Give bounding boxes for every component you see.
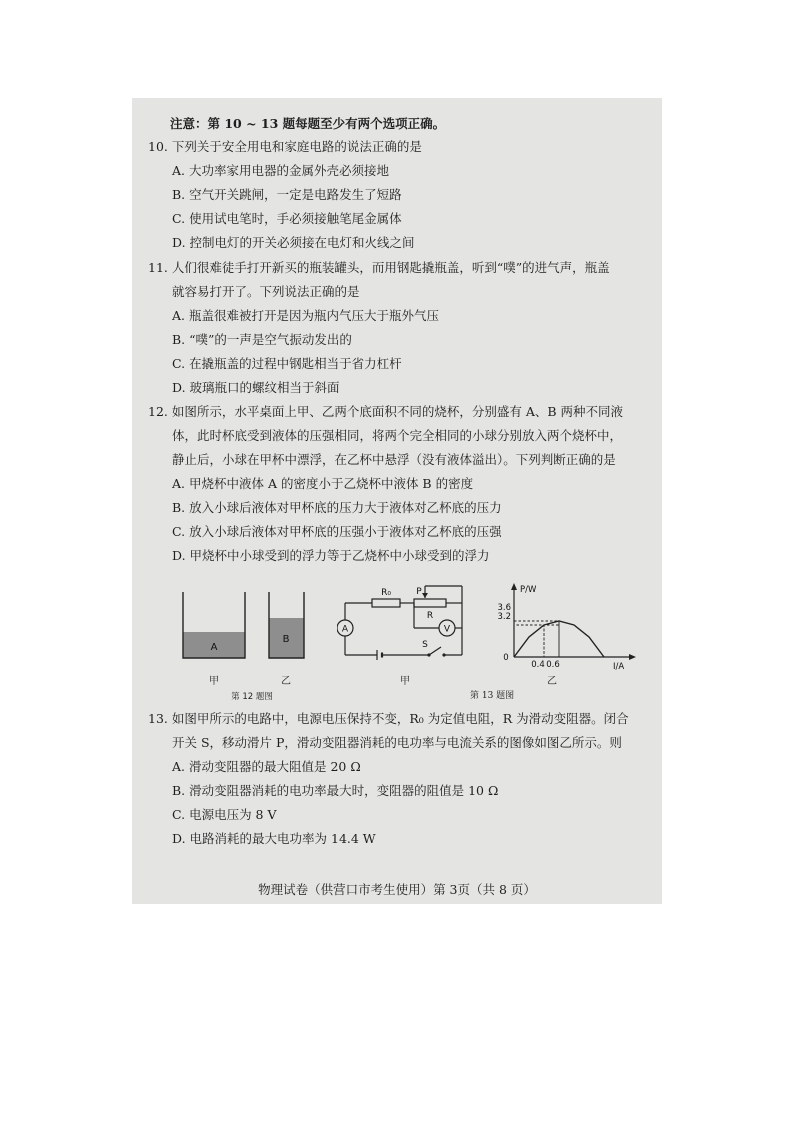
q10-option-a: A. 大功率家用电器的金属外壳必须接地 [172, 163, 389, 178]
fig12-caption: 第 12 题图 [231, 692, 273, 702]
slider-arrow [422, 593, 428, 598]
q13-stem-2: 开关 S，移动滑片 P，滑动变阻器消耗的电功率与电流关系的图像如图乙所示。则 [172, 735, 622, 750]
q12-option-d: D. 甲烧杯中小球受到的浮力等于乙烧杯中小球受到的浮力 [172, 548, 490, 563]
y-axis-arrow [511, 583, 517, 590]
beaker-b-label: B [282, 634, 290, 645]
graph-origin: 0 [503, 653, 509, 663]
tick-x-0.4: 0.4 [531, 660, 545, 670]
tick-y-3.6: 3.6 [497, 603, 511, 613]
fig13-circuit [337, 578, 477, 693]
q11-option-b: B. “噗”的一声是空气振动发出的 [172, 332, 352, 347]
fig12-beakers [177, 588, 322, 703]
q11-option-c: C. 在撬瓶盖的过程中钢匙相当于省力杠杆 [172, 356, 402, 371]
r0-label: R₀ [381, 588, 391, 598]
exam-page [132, 98, 662, 904]
dash-guides [514, 621, 559, 657]
q11-option-a: A. 瓶盖很难被打开是因为瓶内气压大于瓶外气压 [172, 308, 439, 323]
graph-ylabel: P/W [520, 585, 537, 595]
switch-label: S [422, 640, 428, 650]
r-label: R [426, 611, 434, 621]
q13-option-a: A. 滑动变阻器的最大阻值是 20 Ω [172, 759, 361, 774]
circuit-jia-label: 甲 [400, 676, 410, 687]
q13-stem-1: 13. 如图甲所示的电路中，电源电压保持不变，R₀ 为定值电阻，R 为滑动变阻器。闭合 [148, 711, 629, 726]
graph-yi-label: 乙 [547, 676, 557, 687]
q11-stem-1: 11. 人们很难徒手打开新买的瓶装罐头，而用钢匙撬瓶盖，听到“噗”的进气声，瓶盖 [148, 260, 610, 275]
q12-option-c: C. 放入小球后液体对甲杯底的压强小于液体对乙杯底的压强 [172, 524, 502, 539]
q12-stem-1: 12. 如图所示，水平桌面上甲、乙两个底面积不同的烧杯，分别盛有 A、B 两种不同液 [148, 404, 624, 419]
beaker-yi-label: 乙 [281, 676, 291, 687]
q13-option-b: B. 滑动变阻器消耗的电功率最大时，变阻器的阻值是 10 Ω [172, 783, 499, 798]
beaker-a-label: A [210, 642, 218, 653]
fig13-caption: 第 13 题图 [470, 691, 515, 701]
q13-option-d: D. 电路消耗的最大电功率为 14.4 W [172, 831, 376, 846]
q10-option-c: C. 使用试电笔时，手必须接触笔尾金属体 [172, 211, 402, 226]
q12-stem-3: 静止后，小球在甲杯中漂浮，在乙杯中悬浮（没有液体溢出）。下列判断正确的是 [172, 452, 616, 467]
tick-x-0.6: 0.6 [546, 660, 560, 670]
fig13-graph [482, 578, 642, 693]
q10-stem-1: 10. 下列关于安全用电和家庭电路的说法正确的是 [148, 139, 422, 154]
ammeter-label: A [341, 624, 349, 635]
q13-option-c: C. 电源电压为 8 V [172, 807, 277, 822]
note: 注意：第 10 ~ 13 题每题至少有两个选项正确。 [170, 116, 446, 131]
tick-y-3.2: 3.2 [497, 612, 511, 622]
q12-stem-2: 体，此时杯底受到液体的压强相同，将两个完全相同的小球分别放入两个烧杯中， [172, 428, 623, 443]
q11-option-d: D. 玻璃瓶口的螺纹相当于斜面 [172, 380, 340, 395]
graph-xlabel: I/A [613, 662, 625, 672]
switch-pivot [427, 653, 430, 656]
p-label: P [416, 587, 422, 597]
x-axis-arrow [629, 654, 636, 660]
page-footer: 物理试卷（供营口市考生使用）第 3页（共 8 页） [258, 882, 536, 897]
q12-option-a: A. 甲烧杯中液体 A 的密度小于乙烧杯中液体 B 的密度 [172, 476, 474, 491]
voltmeter-label: V [443, 624, 451, 635]
q11-stem-2: 就容易打开了。下列说法正确的是 [172, 284, 360, 299]
q10-option-d: D. 控制电灯的开关必须接在电灯和火线之间 [172, 235, 415, 250]
q12-option-b: B. 放入小球后液体对甲杯底的压力大于液体对乙杯底的压力 [172, 500, 502, 515]
switch-contact [442, 653, 445, 656]
beaker-jia-label: 甲 [209, 676, 219, 687]
q10-option-b: B. 空气开关跳闸，一定是电路发生了短路 [172, 187, 402, 202]
